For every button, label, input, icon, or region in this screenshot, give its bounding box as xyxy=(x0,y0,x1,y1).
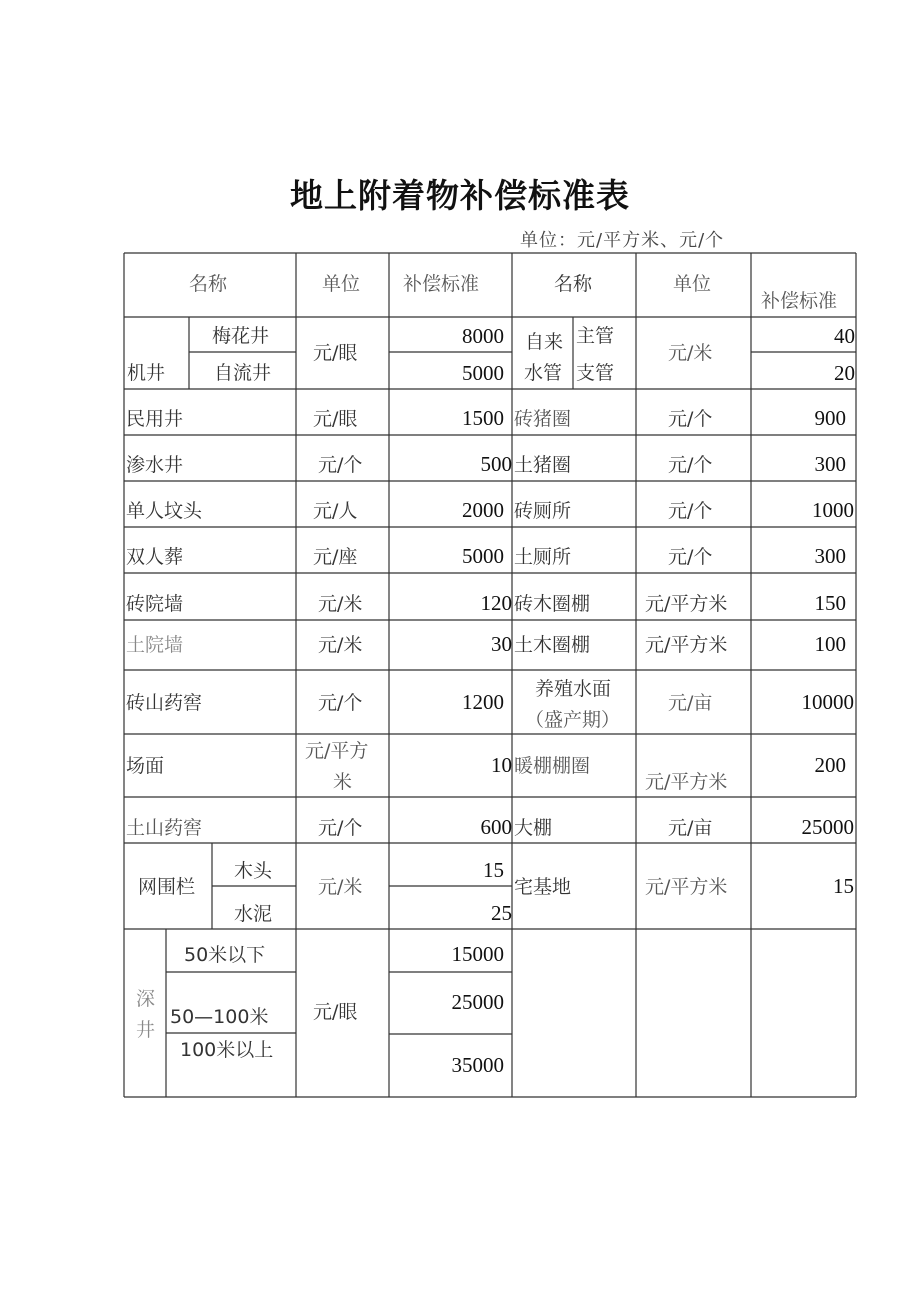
water-value-main: 40 xyxy=(834,324,855,348)
deep-value-over-100: 35000 xyxy=(451,1053,504,1077)
row-name-right: 土厕所 xyxy=(514,546,572,568)
water-group-label-2: 水管 xyxy=(524,362,563,384)
water-sub-branch: 支管 xyxy=(576,362,615,384)
row-name-left: 土山药窖 xyxy=(126,817,203,839)
row-value-right: 25000 xyxy=(801,815,854,839)
water-value-branch: 20 xyxy=(834,361,855,385)
row-unit-left: 元/座 xyxy=(313,546,358,568)
jijing-value-ziliu: 5000 xyxy=(462,361,504,385)
row-value-left: 30 xyxy=(491,632,512,656)
water-group-label-1: 自来 xyxy=(525,331,564,353)
row-unit-right: 元/平方米 xyxy=(645,634,728,656)
deep-sub-50-100: 50—100米 xyxy=(170,1006,269,1028)
header-standard-right: 补偿标准 xyxy=(761,290,838,312)
row-value-right: 1000 xyxy=(812,498,854,522)
row-name-right: 土猪圈 xyxy=(514,454,572,476)
header-name-right: 名称 xyxy=(554,273,593,295)
row-name-right: 砖木圈棚 xyxy=(514,593,591,615)
row-value-left: 1200 xyxy=(462,690,504,714)
row-unit-left: 元/米 xyxy=(318,634,363,656)
row-name-right-line2: （盛产期） xyxy=(525,709,621,731)
row-unit-left-line2: 米 xyxy=(333,771,353,793)
header-unit-right: 单位 xyxy=(673,273,712,295)
row-unit-right: 元/个 xyxy=(668,546,713,568)
row-name-left: 民用井 xyxy=(126,408,184,430)
row-value-right: 200 xyxy=(814,753,846,777)
jijing-sub-meihua: 梅花井 xyxy=(212,325,270,347)
deep-sub-over-100: 100米以上 xyxy=(180,1039,274,1061)
deep-value-under-50: 15000 xyxy=(451,942,504,966)
row-name-right: 土木圈棚 xyxy=(514,634,591,656)
row-value-right: 10000 xyxy=(801,690,854,714)
row-value-right: 900 xyxy=(814,406,846,430)
row-unit-right: 元/亩 xyxy=(668,817,713,839)
row-name-left: 渗水井 xyxy=(126,454,184,476)
header-unit-left: 单位 xyxy=(322,273,361,295)
row-name-left: 双人葬 xyxy=(126,546,184,568)
row-unit-left: 元/个 xyxy=(318,817,363,839)
row-name-left: 场面 xyxy=(126,755,165,777)
fence-value-right: 15 xyxy=(833,874,854,898)
row-unit-right: 元/亩 xyxy=(668,692,713,714)
row-value-left: 5000 xyxy=(462,544,504,568)
deep-group-label-1: 深 xyxy=(136,988,156,1010)
fence-unit-right: 元/平方米 xyxy=(645,876,728,898)
row-value-left: 120 xyxy=(480,591,512,615)
row-name-right: 砖厕所 xyxy=(514,500,572,522)
row-name-right: 砖猪圈 xyxy=(514,408,572,430)
unit-note: 单位：元/平方米、元/个 xyxy=(520,230,725,251)
fence-sub-cement: 水泥 xyxy=(234,903,273,925)
fence-value-cement: 25 xyxy=(491,901,512,925)
row-value-left: 500 xyxy=(480,452,512,476)
row-unit-right: 元/个 xyxy=(668,408,713,430)
row-name-left: 砖院墙 xyxy=(126,593,184,615)
fence-sub-wood: 木头 xyxy=(234,860,273,882)
jijing-group-label: 机井 xyxy=(127,362,166,384)
deep-value-50-100: 25000 xyxy=(451,990,504,1014)
row-unit-right: 元/平方米 xyxy=(645,593,728,615)
row-value-left: 2000 xyxy=(462,498,504,522)
row-value-left: 600 xyxy=(480,815,512,839)
jijing-unit: 元/眼 xyxy=(313,342,358,364)
row-name-right: 暖棚棚圈 xyxy=(514,755,591,777)
row-name-right-line1: 养殖水面 xyxy=(535,678,612,700)
row-value-right: 100 xyxy=(814,632,846,656)
deep-sub-under-50: 50米以下 xyxy=(184,944,266,966)
fence-value-wood: 15 xyxy=(483,858,504,882)
row-unit-left: 元/个 xyxy=(318,692,363,714)
fence-group-label: 网围栏 xyxy=(138,876,196,898)
deep-group-label-2: 井 xyxy=(136,1019,156,1041)
row-unit-left: 元/人 xyxy=(313,500,358,522)
row-unit-left: 元/米 xyxy=(318,593,363,615)
fence-unit: 元/米 xyxy=(318,876,363,898)
row-value-right: 150 xyxy=(814,591,846,615)
row-name-left: 砖山药窖 xyxy=(126,692,203,714)
row-unit-right: 元/平方米 xyxy=(645,771,728,793)
page-title: 地上附着物补偿标准表 xyxy=(290,176,630,215)
row-unit-right: 元/个 xyxy=(668,454,713,476)
water-unit: 元/米 xyxy=(668,342,713,364)
row-value-right: 300 xyxy=(814,452,846,476)
header-name-left: 名称 xyxy=(189,273,228,295)
row-value-right: 300 xyxy=(814,544,846,568)
deep-unit: 元/眼 xyxy=(313,1001,358,1023)
row-name-right: 大棚 xyxy=(514,817,553,839)
row-unit-left: 元/个 xyxy=(318,454,363,476)
header-standard-left: 补偿标准 xyxy=(403,273,480,295)
row-unit-right: 元/个 xyxy=(668,500,713,522)
row-value-left: 10 xyxy=(491,753,512,777)
row-name-left: 土院墙 xyxy=(126,634,184,656)
row-value-left: 1500 xyxy=(462,406,504,430)
row-unit-left: 元/眼 xyxy=(313,408,358,430)
jijing-sub-ziliu: 自流井 xyxy=(214,362,272,384)
row-name-left: 单人坟头 xyxy=(126,500,203,522)
water-sub-main: 主管 xyxy=(576,325,615,347)
fence-name-right: 宅基地 xyxy=(514,876,572,898)
row-unit-left-line1: 元/平方 xyxy=(305,740,369,762)
jijing-value-meihua: 8000 xyxy=(462,324,504,348)
